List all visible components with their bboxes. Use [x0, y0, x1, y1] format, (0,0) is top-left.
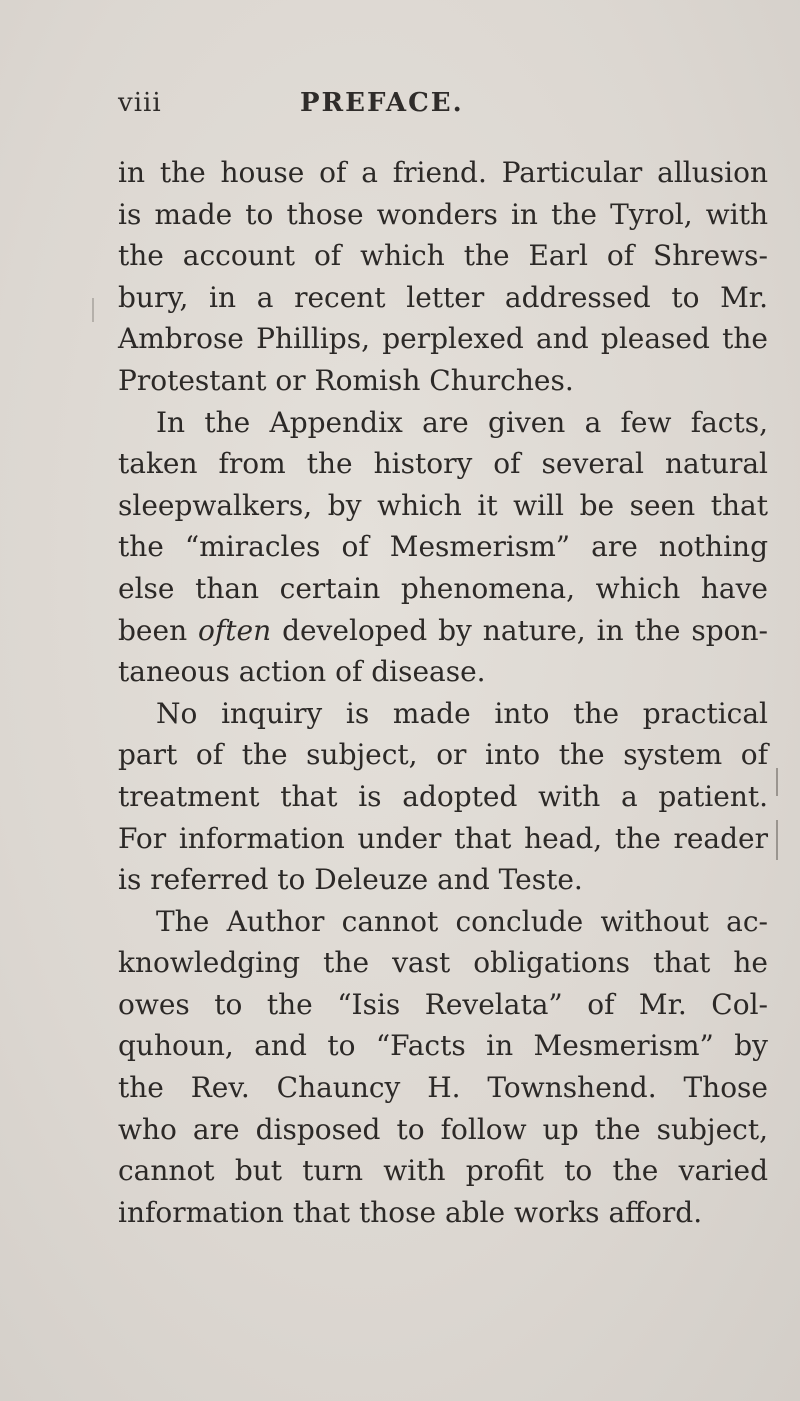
text-line: No inquiry is made into the practical — [156, 696, 768, 730]
page-number: viii — [118, 88, 162, 118]
text-line: the “miracles of Mesmerism” are nothing — [118, 530, 768, 564]
text-line: quhoun, and to “Facts in Mesmerism” by — [118, 1029, 768, 1063]
text-line: bury, in a recent letter addressed to Mr. — [118, 280, 768, 314]
text-line: taken from the history of several natural — [118, 447, 768, 481]
show-through-mark — [776, 768, 778, 796]
text-line: sleepwalkers, by which it will be seen that — [118, 488, 768, 522]
text-segment: been — [118, 613, 199, 647]
text-line: cannot but turn with profit to the varied — [118, 1154, 768, 1188]
text-line: information that those able works afford. — [118, 1195, 703, 1229]
paragraph-2 — [118, 402, 768, 693]
paragraph-1 — [118, 152, 768, 402]
page-header — [118, 88, 778, 128]
text-line: is made to those wonders in the Tyrol, with — [118, 197, 768, 231]
text-line: The Author cannot conclude without ac- — [156, 904, 768, 938]
show-through-mark — [92, 298, 94, 322]
text-line: knowledging the vast obligations that he — [118, 946, 768, 980]
show-through-mark — [776, 820, 778, 860]
text-line: treatment that is adopted with a patient. — [118, 779, 768, 813]
text-line — [118, 610, 768, 652]
text-line: Ambrose Phillips, perplexed and pleased the — [118, 322, 768, 356]
text-line: For information under that head, the reader — [118, 821, 768, 855]
text-line: owes to the “Isis Revelata” of Mr. Col- — [118, 987, 768, 1021]
running-head: PREFACE. — [300, 88, 464, 118]
text-line: In the Appendix are given a few facts, — [156, 405, 768, 439]
paragraph-3 — [118, 693, 768, 901]
text-line: the Rev. Chauncy H. Townshend. Those — [118, 1071, 768, 1105]
text-line: else than certain phenomena, which have — [118, 571, 768, 605]
text-line: taneous action of disease. — [118, 655, 486, 689]
text-line: the account of which the Earl of Shrews- — [118, 239, 768, 273]
text-line: Protestant or Romish Churches. — [118, 363, 574, 397]
body-text — [118, 152, 768, 1233]
paragraph-4 — [118, 901, 768, 1234]
text-line: in the house of a friend. Particular allusion — [118, 156, 768, 189]
text-line: who are disposed to follow up the subject, — [118, 1112, 768, 1146]
text-line: is referred to Deleuze and Teste. — [118, 863, 583, 897]
italic-word: often — [198, 613, 272, 647]
text-line: part of the subject, or into the system of — [118, 738, 768, 772]
text-segment: developed by nature, in the spon- — [271, 613, 768, 647]
